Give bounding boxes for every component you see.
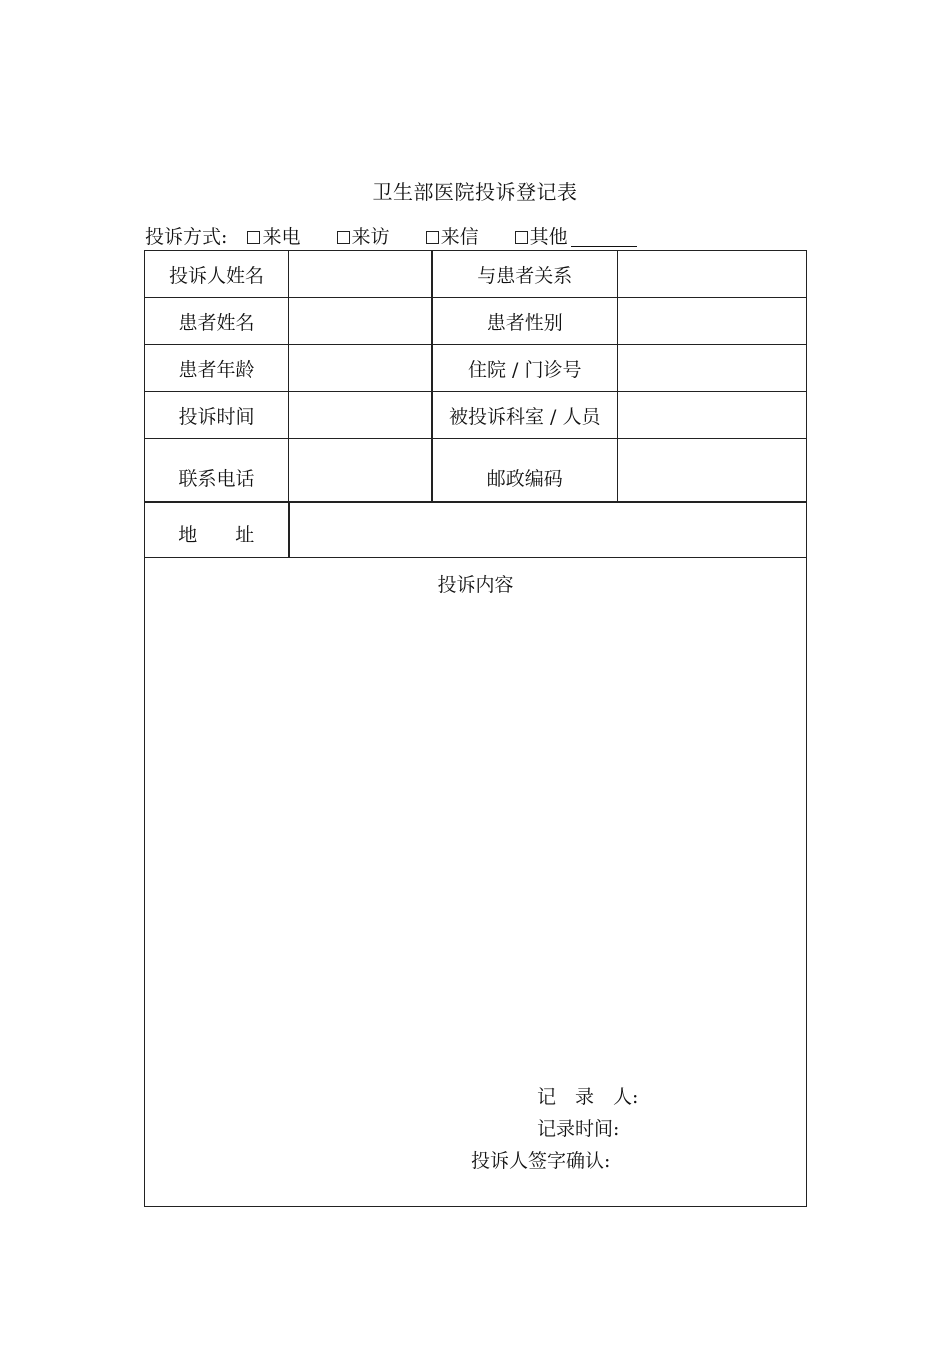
postcode-field[interactable] <box>618 439 807 503</box>
recorder-label: 记 录 人: <box>537 1086 639 1108</box>
postcode-label: 邮政编码 <box>432 439 618 503</box>
checkbox-icon[interactable] <box>247 231 260 244</box>
complaint-form-table <box>144 250 807 1207</box>
phone-field[interactable] <box>289 439 432 503</box>
table-row <box>145 345 807 392</box>
relation-field[interactable] <box>618 251 807 298</box>
method-option-visit[interactable]: 来访 <box>337 222 390 249</box>
patient-age-label: 患者年龄 <box>145 345 289 392</box>
complaint-method-label: 投诉方式: <box>145 226 228 248</box>
complaint-time-field[interactable] <box>289 392 432 439</box>
address-field[interactable] <box>289 502 807 558</box>
table-row <box>145 251 807 298</box>
record-no-field[interactable] <box>618 345 807 392</box>
complaint-content-title: 投诉内容 <box>437 574 514 596</box>
table-row <box>145 558 807 1207</box>
target-field[interactable] <box>618 392 807 439</box>
address-label: 地 址 <box>145 502 289 558</box>
patient-name-field[interactable] <box>289 298 432 345</box>
checkbox-icon[interactable] <box>515 231 528 244</box>
signature-label: 投诉人签字确认: <box>471 1150 611 1172</box>
method-option-letter[interactable]: 来信 <box>426 222 479 249</box>
patient-gender-label: 患者性别 <box>432 298 618 345</box>
table-row <box>145 298 807 345</box>
checkbox-icon[interactable] <box>426 231 439 244</box>
checkbox-icon[interactable] <box>337 231 350 244</box>
table-row <box>145 502 807 558</box>
other-blank-line[interactable] <box>571 226 637 247</box>
patient-gender-field[interactable] <box>618 298 807 345</box>
method-option-phone[interactable]: 来电 <box>247 222 300 249</box>
relation-label: 与患者关系 <box>432 251 618 298</box>
target-label: 被投诉科室 / 人员 <box>432 392 618 439</box>
method-option-other[interactable]: 其他 <box>515 222 637 249</box>
patient-name-label: 患者姓名 <box>145 298 289 345</box>
complainant-name-label: 投诉人姓名 <box>145 251 289 298</box>
patient-age-field[interactable] <box>289 345 432 392</box>
record-time-label: 记录时间: <box>537 1118 620 1140</box>
complainant-name-field[interactable] <box>289 251 432 298</box>
record-no-label: 住院 / 门诊号 <box>432 345 618 392</box>
form-title: 卫生部医院投诉登记表 <box>372 180 578 204</box>
table-row <box>145 392 807 439</box>
complaint-method-row <box>145 222 637 249</box>
complaint-content-area[interactable] <box>145 558 807 1207</box>
complaint-time-label: 投诉时间 <box>145 392 289 439</box>
table-row <box>145 439 807 503</box>
phone-label: 联系电话 <box>145 439 289 503</box>
